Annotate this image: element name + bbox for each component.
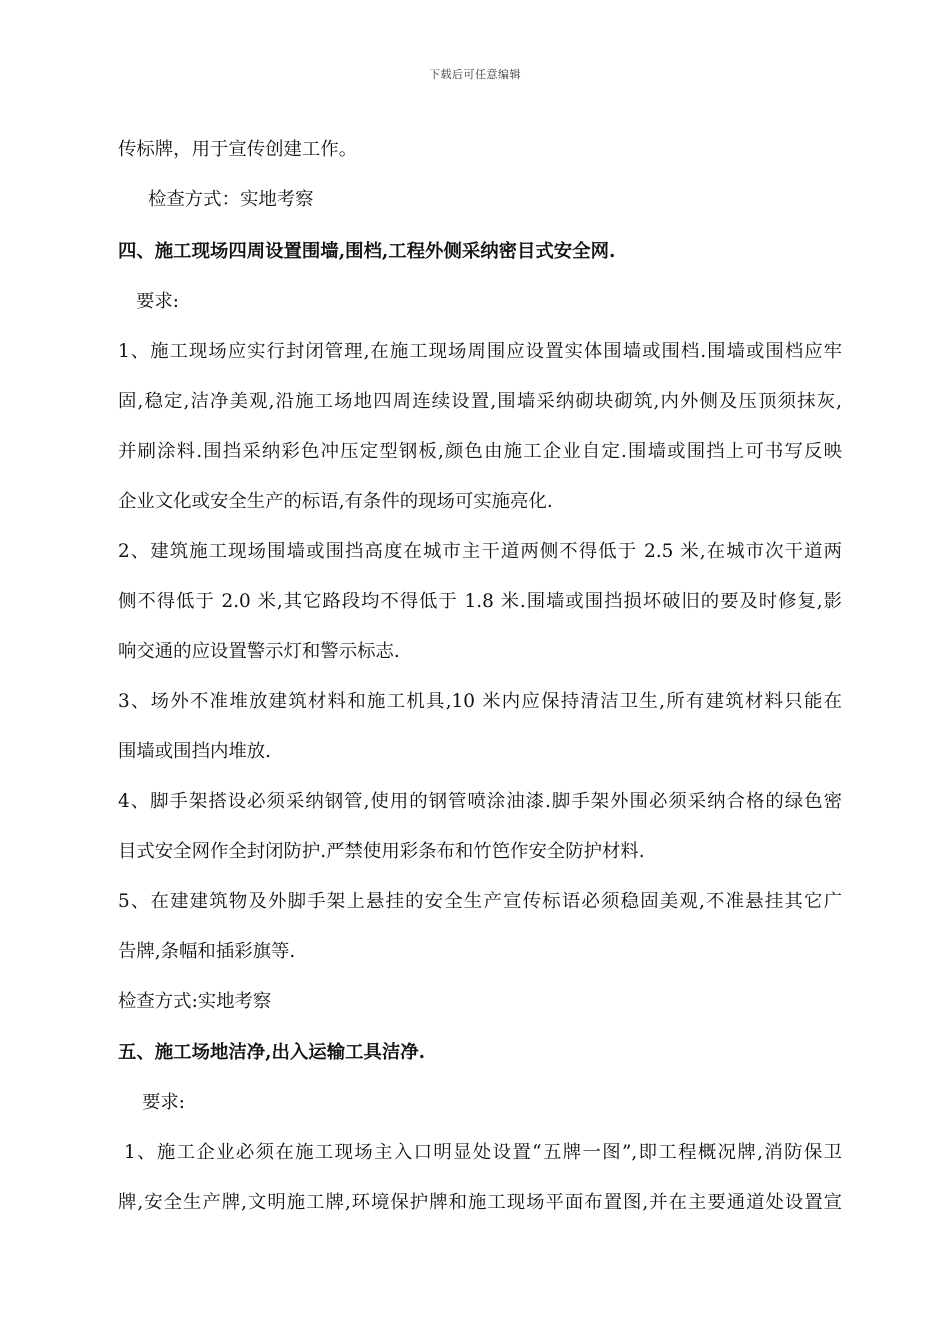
paragraph-line: 牌,安全生产牌,文明施工牌,环境保护牌和施工现场平面布置图,并在主要通道处设置宣 — [118, 1192, 842, 1213]
requirements-label: 要求: — [142, 1092, 185, 1113]
paragraph-line: 4、脚手架搭设必须采纳钢管,使用的钢管喷涂油漆.脚手架外围必须采纳合格的绿色密 — [118, 791, 842, 812]
inspection-method-line: 检查方式:实地考察 — [118, 991, 272, 1012]
section-heading-four: 四、施工现场四周设置围墙,围档,工程外侧采纳密目式安全网. — [118, 241, 616, 262]
requirements-label: 要求: — [136, 291, 179, 312]
page-header-note: 下载后可任意编辑 — [429, 68, 521, 81]
paragraph-line: 3、场外不准堆放建筑材料和施工机具,10 米内应保持清洁卫生,所有建筑材料只能在 — [118, 691, 843, 712]
inspection-method-line: 检查方式：实地考察 — [148, 189, 314, 210]
paragraph-line: 目式安全网作全封闭防护.严禁使用彩条布和竹笆作安全防护材料. — [118, 841, 645, 862]
paragraph-line: 固,稳定,洁净美观,沿施工场地四周连续设置,围墙采纳砌块砌筑,内外侧及压顶须抹灰, — [118, 391, 842, 412]
paragraph-line: 1、施工企业必须在施工现场主入口明显处设置“五牌一图”,即工程概况牌,消防保卫 — [124, 1142, 842, 1163]
paragraph-line: 2、建筑施工现场围墙或围挡高度在城市主干道两侧不得低于 2.5 米,在城市次干道两 — [118, 541, 842, 562]
paragraph-line: 1、施工现场应实行封闭管理,在施工现场周围应设置实体围墙或围档.围墙或围档应牢 — [118, 341, 842, 362]
paragraph-line: 5、在建建筑物及外脚手架上悬挂的安全生产宣传标语必须稳固美观,不准悬挂其它广 — [118, 891, 842, 912]
paragraph-line: 围墙或围挡内堆放. — [118, 741, 271, 762]
paragraph-line: 企业文化或安全生产的标语,有条件的现场可实施亮化. — [118, 491, 553, 512]
paragraph-line: 侧不得低于 2.0 米,其它路段均不得低于 1.8 米.围墙或围挡损坏破旧的要及时修复,影 — [118, 591, 842, 612]
paragraph-line: 传标牌，用于宣传创建工作。 — [118, 139, 358, 160]
section-heading-five: 五、施工场地洁净,出入运输工具洁净. — [118, 1042, 426, 1063]
paragraph-line: 响交通的应设置警示灯和警示标志. — [118, 641, 400, 662]
paragraph-line: 并刷涂料.围挡采纳彩色冲压定型钢板,颜色由施工企业自定.围墙或围挡上可书写反映 — [118, 441, 842, 462]
paragraph-line: 告牌,条幅和插彩旗等. — [118, 941, 296, 962]
